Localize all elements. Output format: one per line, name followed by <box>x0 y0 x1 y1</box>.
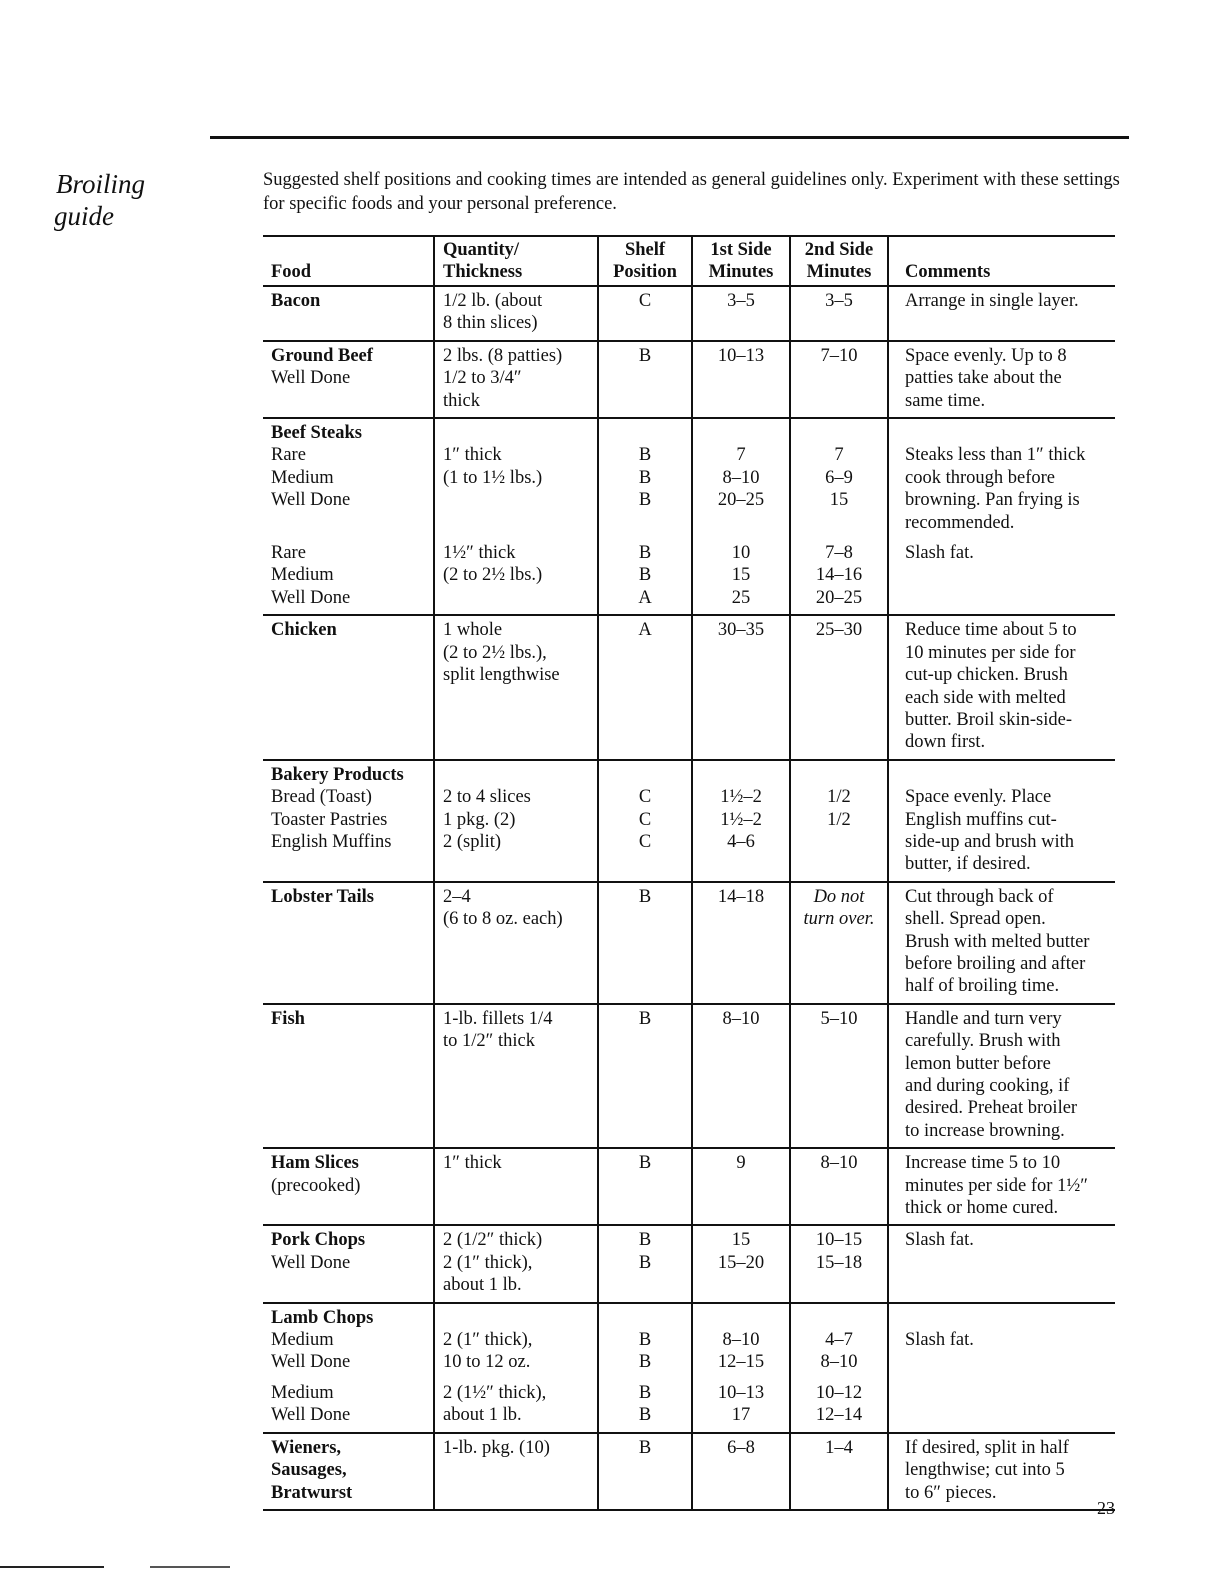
page-number: 23 <box>1097 1498 1115 1518</box>
cell-comments-line: Brush with melted butter <box>905 931 1090 952</box>
cell-first-side-line: 4–6 <box>727 831 755 852</box>
section-title-line-1: Broiling <box>56 169 146 199</box>
cell-first-side <box>692 615 790 759</box>
cell-food-line: Pork Chops <box>271 1230 366 1251</box>
cell-quantity <box>434 615 598 759</box>
cell-food-line: Toaster Pastries <box>271 809 388 830</box>
cell-shelf-line: B <box>638 1252 652 1273</box>
cell-comments-line: to increase browning. <box>905 1120 1065 1141</box>
cell-food-line: Beef Steaks <box>271 423 362 444</box>
cell-quantity <box>434 418 598 615</box>
header-first-side <box>692 236 790 286</box>
cell-first-side-line <box>693 764 789 786</box>
cell-comments-line: butter. Broil skin-side- <box>905 709 1072 730</box>
cell-quantity-line: 2 (1½″ thick), <box>443 1382 547 1403</box>
cell-second-side-line: 25–30 <box>815 620 863 641</box>
cell-comments <box>888 1303 1115 1433</box>
cell-quantity-line: 1/2 lb. (about <box>443 291 543 311</box>
cell-shelf <box>598 882 692 1004</box>
cell-quantity-line: 10 to 12 oz. <box>443 1352 531 1373</box>
cell-quantity-line <box>443 422 597 444</box>
cell-food-line: Chicken <box>271 620 337 641</box>
cell-quantity <box>434 341 598 418</box>
cell-first-side-line: 12–15 <box>717 1352 765 1373</box>
cell-shelf-line: B <box>638 467 652 488</box>
cell-first-side-line: 9 <box>736 1153 746 1174</box>
cell-comments-line: shell. Spread open. <box>905 909 1046 930</box>
cell-comments-line: Handle and turn very <box>905 1008 1062 1029</box>
cell-comments <box>888 286 1115 341</box>
line-gap <box>693 534 789 542</box>
cell-food-line: Bakery Products <box>271 764 404 785</box>
cell-second-side-line: 6–9 <box>825 467 853 488</box>
cell-comments-line: recommended. <box>905 512 1015 533</box>
cell-shelf-line: A <box>638 587 652 608</box>
cell-comments-line <box>905 422 1115 444</box>
cell-shelf-line: C <box>638 809 652 830</box>
cell-second-side-line: 1/2 <box>827 787 851 808</box>
cell-food-line: Medium <box>271 1382 334 1403</box>
cell-second-side <box>790 1148 888 1225</box>
cell-comments <box>888 615 1115 759</box>
section-title <box>56 168 196 232</box>
cell-second-side-line: 14–16 <box>815 565 863 586</box>
cell-shelf-line <box>599 764 691 786</box>
cell-quantity-line: 1½″ thick <box>443 543 516 564</box>
table-row <box>263 286 1115 341</box>
cell-first-side-line: 17 <box>731 1405 751 1426</box>
cell-comments <box>888 341 1115 418</box>
cell-food-line <box>271 512 433 534</box>
cell-shelf <box>598 1148 692 1225</box>
cell-second-side-line: 15–18 <box>815 1252 863 1273</box>
cell-food-line: Wieners, <box>271 1437 342 1458</box>
cell-food-line: Rare <box>271 445 306 466</box>
cell-comments-line: 10 minutes per side for <box>905 642 1076 663</box>
header-second-line-2: Minutes <box>806 262 872 282</box>
cell-quantity-line: 1/2 to 3/4″ <box>443 368 522 389</box>
cell-comments <box>888 418 1115 615</box>
line-gap <box>599 534 691 542</box>
cell-first-side-line: 20–25 <box>717 490 765 511</box>
cell-food-line: Medium <box>271 565 334 586</box>
cell-shelf-line <box>599 1307 691 1329</box>
cell-food <box>263 1433 434 1510</box>
cell-food-line: (precooked) <box>271 1175 361 1196</box>
header-comments <box>888 236 1115 286</box>
cell-shelf-line: A <box>638 620 652 641</box>
cell-first-side-line: 8–10 <box>722 1008 760 1029</box>
cell-comments-line: desired. Preheat broiler <box>905 1098 1078 1119</box>
table-row <box>263 1225 1115 1302</box>
cell-comments-line: Slash fat. <box>905 1230 974 1251</box>
cell-first-side <box>692 1148 790 1225</box>
cell-food-line: Well Done <box>271 1352 351 1373</box>
cell-comments-line: Reduce time about 5 to <box>905 620 1077 641</box>
cell-first-side <box>692 1225 790 1302</box>
cell-quantity <box>434 760 598 882</box>
cell-comments-line: and during cooking, if <box>905 1076 1070 1096</box>
cell-second-side-line: 1–4 <box>825 1437 853 1458</box>
cell-comments-line: Cut through back of <box>905 886 1054 907</box>
cell-second-side-line: 8–10 <box>820 1352 858 1373</box>
header-shelf <box>598 236 692 286</box>
cell-first-side <box>692 286 790 341</box>
cell-comments-line: down first. <box>905 732 986 753</box>
cell-second-side-line: 7–8 <box>825 543 853 564</box>
cell-first-side <box>692 1004 790 1148</box>
table-body <box>263 286 1115 1510</box>
line-gap <box>271 1374 433 1382</box>
cell-second-side <box>790 615 888 759</box>
cell-food-line: Well Done <box>271 1405 351 1426</box>
cell-quantity-line: 8 thin slices) <box>443 313 538 334</box>
cell-quantity <box>434 1433 598 1510</box>
cell-quantity-line: 2 (1/2″ thick) <box>443 1230 543 1251</box>
cell-shelf-line: B <box>638 543 652 564</box>
cell-second-side-line: 1/2 <box>827 809 851 830</box>
cell-comments-line: If desired, split in half <box>905 1437 1069 1458</box>
cell-first-side-line <box>693 422 789 444</box>
line-gap <box>905 534 1115 542</box>
cell-quantity-line: (1 to 1½ lbs.) <box>443 467 543 488</box>
cell-shelf-line: B <box>638 1437 652 1458</box>
cell-quantity-line: split lengthwise <box>443 665 560 686</box>
cell-shelf-line: B <box>638 1405 652 1426</box>
table-row <box>263 1148 1115 1225</box>
cell-quantity-line: 2 (split) <box>443 831 502 852</box>
line-gap <box>693 1374 789 1382</box>
header-second-side <box>790 236 888 286</box>
cell-comments-line <box>905 764 1115 786</box>
cell-first-side <box>692 1303 790 1433</box>
cell-second-side <box>790 882 888 1004</box>
cell-food <box>263 1225 434 1302</box>
cell-second-side-line: 10–15 <box>815 1230 863 1251</box>
cell-food-line: Bratwurst <box>271 1482 353 1503</box>
cell-first-side-line <box>693 512 789 534</box>
cell-shelf <box>598 418 692 615</box>
table-row <box>263 615 1115 759</box>
header-row <box>263 236 1115 286</box>
cell-quantity <box>434 286 598 341</box>
cell-second-side <box>790 1303 888 1433</box>
cell-comments-line: browning. Pan frying is <box>905 490 1080 511</box>
header-first-line-1: 1st Side <box>710 240 772 260</box>
line-gap <box>599 1374 691 1382</box>
cell-shelf <box>598 615 692 759</box>
cell-first-side-line: 15 <box>731 565 751 586</box>
cell-second-side-line <box>791 1307 887 1329</box>
cell-shelf-line: B <box>638 490 652 511</box>
cell-first-side-line: 10–13 <box>717 345 765 366</box>
cell-quantity-line: 2 to 4 slices <box>443 787 531 808</box>
cell-second-side-line: 15 <box>829 490 849 511</box>
intro-text: Suggested shelf positions and cooking times are intended as general guidelines only. Experiment with these settings for specific foods and your personal preference. <box>263 170 1120 214</box>
cell-food-line: Bacon <box>271 291 321 311</box>
cell-first-side-line: 6–8 <box>727 1437 755 1458</box>
cell-first-side-line: 8–10 <box>722 1330 760 1351</box>
cell-first-side-line: 15–20 <box>717 1252 765 1273</box>
cell-food <box>263 1303 434 1433</box>
line-gap <box>791 1374 887 1382</box>
cell-quantity-line <box>443 1307 597 1329</box>
cell-shelf-line: B <box>638 445 652 466</box>
cell-food-line: Well Done <box>271 587 351 608</box>
cell-food-line: Well Done <box>271 490 351 511</box>
cell-second-side <box>790 341 888 418</box>
cell-second-side-line: 8–10 <box>820 1153 858 1174</box>
cell-first-side <box>692 882 790 1004</box>
cell-food <box>263 286 434 341</box>
cell-first-side <box>692 1433 790 1510</box>
cell-comments-line: cook through before <box>905 467 1056 488</box>
cell-quantity-line: thick <box>443 390 480 411</box>
cell-comments-line: Steaks less than 1″ thick <box>905 445 1086 466</box>
cell-food <box>263 1004 434 1148</box>
cell-comments <box>888 1433 1115 1510</box>
cell-food-line: Well Done <box>271 1252 351 1273</box>
cell-comments <box>888 882 1115 1004</box>
cell-comments-line: carefully. Brush with <box>905 1031 1061 1052</box>
cell-quantity-line: about 1 lb. <box>443 1405 522 1426</box>
broiling-guide-table <box>263 235 1115 1511</box>
cell-shelf <box>598 1225 692 1302</box>
cell-quantity-line: 1-lb. pkg. (10) <box>443 1437 550 1458</box>
header-food-label: Food <box>271 262 312 282</box>
cell-second-side <box>790 286 888 341</box>
cell-shelf <box>598 1303 692 1433</box>
cell-comments-line: cut-up chicken. Brush <box>905 665 1068 686</box>
header-first-line-2: Minutes <box>708 262 774 282</box>
cell-first-side-line: 14–18 <box>717 886 765 907</box>
cell-shelf-line: B <box>638 1008 652 1029</box>
cell-food-line: English Muffins <box>271 831 392 852</box>
cell-comments-line: lemon butter before <box>905 1053 1051 1074</box>
cell-first-side-line <box>693 1307 789 1329</box>
header-shelf-line-1: Shelf <box>624 240 666 260</box>
header-quantity-line-1: Quantity/ <box>443 240 520 260</box>
cell-shelf-line <box>599 422 691 444</box>
cell-second-side-line: 20–25 <box>815 587 863 608</box>
cell-comments-line: side-up and brush with <box>905 831 1075 852</box>
cell-second-side-line <box>791 512 887 534</box>
cell-comments-line: Slash fat. <box>905 1330 974 1351</box>
cell-quantity <box>434 1148 598 1225</box>
cell-second-side <box>790 418 888 615</box>
cell-first-side-line: 7 <box>736 445 746 466</box>
cell-quantity-line: (2 to 2½ lbs.) <box>443 565 543 586</box>
cell-shelf <box>598 341 692 418</box>
bottom-edge-mark <box>0 1566 230 1568</box>
cell-second-side-line: 12–14 <box>815 1405 863 1426</box>
cell-second-side <box>790 1433 888 1510</box>
cell-first-side-line: 8–10 <box>722 467 760 488</box>
cell-comments-line: Slash fat. <box>905 543 974 564</box>
cell-comments-line: butter, if desired. <box>905 854 1031 875</box>
cell-comments <box>888 1225 1115 1302</box>
cell-second-side-line: 7–10 <box>820 345 858 366</box>
table-row <box>263 1433 1115 1510</box>
table-row <box>263 418 1115 615</box>
cell-first-side-line: 10 <box>731 543 751 564</box>
cell-comments <box>888 1004 1115 1148</box>
cell-food-line: Ham Slices <box>271 1153 359 1174</box>
cell-shelf-line: B <box>638 1382 652 1403</box>
cell-comments-line: half of broiling time. <box>905 976 1060 997</box>
cell-comments <box>888 1148 1115 1225</box>
cell-quantity-line <box>443 587 597 609</box>
line-gap <box>271 534 433 542</box>
cell-first-side <box>692 760 790 882</box>
line-gap <box>443 534 597 542</box>
cell-shelf-line: B <box>638 886 652 907</box>
cell-quantity-line: 2 (1″ thick), <box>443 1330 533 1351</box>
cell-comments-line: before broiling and after <box>905 953 1086 974</box>
cell-food <box>263 341 434 418</box>
cell-first-side <box>692 418 790 615</box>
cell-quantity-line: 1-lb. fillets 1/4 <box>443 1008 553 1029</box>
cell-food <box>263 615 434 759</box>
cell-comments-line: Increase time 5 to 10 <box>905 1153 1061 1174</box>
cell-quantity-line: 1″ thick <box>443 445 502 466</box>
cell-quantity-line: to 1/2″ thick <box>443 1031 535 1052</box>
cell-food <box>263 1148 434 1225</box>
cell-quantity-line <box>443 764 597 786</box>
cell-quantity-line: 1 whole <box>443 620 503 641</box>
cell-first-side-line: 30–35 <box>717 620 765 641</box>
table-row <box>263 882 1115 1004</box>
header-quantity-line-2: Thickness <box>443 262 523 282</box>
cell-second-side-line: 5–10 <box>820 1008 858 1029</box>
cell-food-line: Lobster Tails <box>271 886 374 907</box>
cell-food-line: Medium <box>271 467 334 488</box>
cell-shelf-line <box>599 512 691 534</box>
cell-second-side-line: 10–12 <box>815 1382 863 1403</box>
cell-second-side-line: Do not <box>813 886 865 907</box>
cell-food-line: Rare <box>271 543 306 564</box>
cell-comments-line: thick or home cured. <box>905 1198 1059 1219</box>
cell-first-side-line: 3–5 <box>727 291 755 311</box>
cell-quantity-line <box>443 512 597 534</box>
line-gap <box>791 534 887 542</box>
cell-quantity-line: (2 to 2½ lbs.), <box>443 642 547 663</box>
cell-comments-line: each side with melted <box>905 687 1066 708</box>
cell-quantity-line: about 1 lb. <box>443 1275 522 1296</box>
cell-shelf <box>598 286 692 341</box>
top-rule <box>210 136 1129 139</box>
cell-food <box>263 882 434 1004</box>
cell-first-side-line: 1½–2 <box>720 809 762 830</box>
cell-quantity-line: 1″ thick <box>443 1153 502 1174</box>
cell-shelf-line: B <box>638 1352 652 1373</box>
cell-quantity <box>434 1225 598 1302</box>
table-row <box>263 1303 1115 1433</box>
cell-comments-line: same time. <box>905 390 986 411</box>
table-row <box>263 1004 1115 1148</box>
cell-comments-line: Arrange in single layer. <box>905 291 1079 311</box>
cell-quantity <box>434 1303 598 1433</box>
cell-first-side-line: 1½–2 <box>720 787 762 808</box>
cell-shelf-line: C <box>638 787 652 808</box>
cell-quantity-line: (6 to 8 oz. each) <box>443 909 563 930</box>
cell-food-line: Ground Beef <box>271 345 373 366</box>
cell-second-side-line: 4–7 <box>825 1330 853 1351</box>
cell-first-side-line: 25 <box>731 587 751 608</box>
cell-second-side-line: 7 <box>834 445 844 466</box>
cell-quantity-line: 2–4 <box>443 886 471 907</box>
header-quantity <box>434 236 598 286</box>
table-row <box>263 341 1115 418</box>
header-comments-label: Comments <box>905 262 991 282</box>
cell-shelf-line: B <box>638 1330 652 1351</box>
cell-second-side-line: 3–5 <box>825 291 853 311</box>
table-row <box>263 760 1115 882</box>
cell-shelf-line: B <box>638 1230 652 1251</box>
cell-food-line: Lamb Chops <box>271 1307 374 1328</box>
cell-comments-line: English muffins cut- <box>905 809 1057 830</box>
cell-quantity-line: 2 (1″ thick), <box>443 1252 533 1273</box>
cell-food-line: Bread (Toast) <box>271 787 372 808</box>
cell-shelf <box>598 760 692 882</box>
cell-shelf-line: B <box>638 1153 652 1174</box>
cell-comments-line: minutes per side for 1½″ <box>905 1175 1088 1196</box>
cell-shelf <box>598 1433 692 1510</box>
cell-food-line: Fish <box>271 1008 305 1029</box>
cell-quantity <box>434 882 598 1004</box>
header-shelf-line-2: Position <box>613 262 677 282</box>
cell-second-side <box>790 1004 888 1148</box>
section-title-line-2: guide <box>54 201 114 231</box>
cell-comments <box>888 760 1115 882</box>
cell-comments-line: Space evenly. Up to 8 <box>905 345 1067 366</box>
cell-comments-line: patties take about the <box>905 368 1062 389</box>
cell-shelf-line: C <box>638 831 652 852</box>
header-second-line-1: 2nd Side <box>804 240 874 260</box>
cell-shelf <box>598 1004 692 1148</box>
cell-second-side-line <box>791 764 887 786</box>
cell-comments-line: Space evenly. Place <box>905 787 1052 808</box>
cell-second-side-line <box>791 422 887 444</box>
header-food <box>263 236 434 286</box>
cell-comments-line: lengthwise; cut into 5 <box>905 1460 1065 1481</box>
cell-first-side-line: 15 <box>731 1230 751 1251</box>
cell-food <box>263 418 434 615</box>
cell-quantity-line <box>443 489 597 511</box>
cell-food-line: Medium <box>271 1330 334 1351</box>
line-gap <box>443 1374 597 1382</box>
cell-quantity-line: 1 pkg. (2) <box>443 809 516 830</box>
cell-first-side-line: 10–13 <box>717 1382 765 1403</box>
cell-first-side <box>692 341 790 418</box>
cell-comments-line <box>905 1307 1115 1329</box>
cell-shelf-line: C <box>638 291 652 311</box>
cell-quantity-line: 2 lbs. (8 patties) <box>443 345 563 366</box>
cell-shelf-line: B <box>638 345 652 366</box>
cell-food-line: Well Done <box>271 368 351 389</box>
cell-second-side <box>790 760 888 882</box>
cell-shelf-line: B <box>638 565 652 586</box>
cell-comments-line: to 6″ pieces. <box>905 1482 997 1503</box>
cell-second-side <box>790 1225 888 1302</box>
cell-second-side-line <box>791 831 887 853</box>
cell-food <box>263 760 434 882</box>
cell-second-side-line: turn over. <box>803 909 875 930</box>
cell-food-line: Sausages, <box>271 1460 347 1481</box>
cell-quantity <box>434 1004 598 1148</box>
